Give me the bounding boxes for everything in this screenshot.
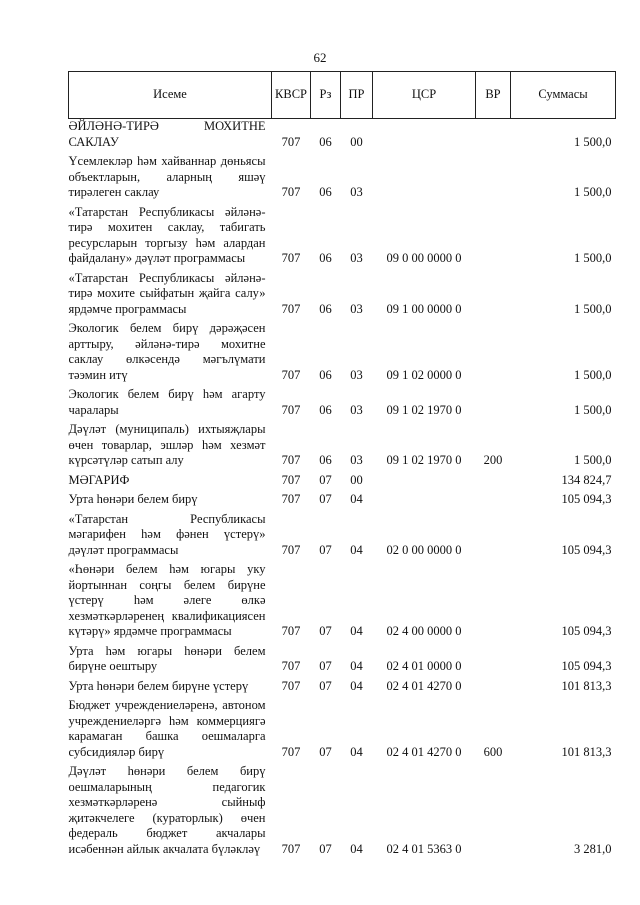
table-header [69,72,616,119]
table-row [69,679,616,695]
cell-pr: 03 [350,185,363,199]
cell-pr: 00 [350,472,363,487]
cell-name [69,154,272,201]
cell-rz: 06 [319,185,332,199]
row-label: Экологик белем бирү һәм агарту чаралары [68,387,266,417]
cell-pr: 04 [350,678,363,693]
cell-csr: 09 0 00 0000 0 [386,251,462,265]
table-row [69,698,616,760]
cell-pr: 04 [350,492,363,506]
cell-csr: 09 1 02 1970 0 [386,453,462,467]
cell-amount: 1 500,0 [574,251,612,265]
cell-amount: 3 281,0 [574,841,612,856]
cell-csr: 02 4 01 5363 0 [386,841,462,856]
budget-table [68,71,616,861]
cell-amount: 1 500,0 [574,134,612,149]
cell-csr: 02 0 00 0000 0 [386,542,462,557]
cell-amount: 105 094,3 [561,624,612,638]
table-row [69,764,616,857]
cell-pr: 03 [350,251,363,265]
cell-kvsr: 707 [281,185,301,199]
cell-rz: 06 [319,402,332,417]
cell-name [69,562,272,640]
cell-csr [373,119,476,151]
cell-name [69,119,272,151]
header-rz: Рз [311,72,341,119]
table-row [69,492,616,508]
cell-rz: 06 [319,367,332,382]
header-name: Исеме [69,72,272,119]
table-row [69,422,616,469]
cell-amount: 105 094,3 [561,659,612,673]
cell-name [69,512,272,559]
cell-vr [476,679,511,695]
cell-rz: 07 [319,624,332,638]
cell-name [69,321,272,383]
row-label: Урта һөнәри белем бирү [68,492,198,506]
cell-pr: 03 [350,402,363,417]
cell-amount: 105 094,3 [561,492,612,506]
row-label: «Татарстан Республикасы мәгарифен һәм фәнен үстерү» дәүләт программасы [68,511,266,557]
cell-name [69,764,272,857]
cell-pr: 04 [350,841,363,856]
cell-kvsr: 707 [281,472,301,487]
cell-amount: 1 500,0 [574,185,612,199]
cell-vr [476,154,511,201]
row-label: Бюджет учреждениеләренә, автоном учреждениеләргә һәм коммерциягә карамаган башка оешмаларга субсидияләр бирү [68,698,266,759]
row-label: «Татарстан Республикасы әйләнә-тирә мохитен саклау, табигать ресурсларын торгызу һәм алардан файдалану» дәүләт программасы [68,204,266,265]
cell-vr [476,764,511,857]
row-spacer-cell [69,857,616,861]
cell-kvsr: 707 [281,659,301,673]
cell-name [69,473,272,489]
cell-kvsr: 707 [281,453,301,467]
header-amount: Суммасы [511,72,616,119]
cell-rz: 07 [319,472,332,487]
cell-vr: 600 [483,744,503,759]
cell-name [69,644,272,675]
cell-kvsr: 707 [281,678,301,693]
table-row [69,512,616,559]
row-label: Экологик белем бирү дәрәҗәсен арттыру, әйләнә-тирә мохитне саклау өлкәсендә мәгълүмати тәэмин итү [68,321,266,382]
cell-name [69,422,272,469]
cell-kvsr: 707 [281,542,301,557]
cell-name [69,698,272,760]
row-spacer [69,857,616,861]
table-row [69,473,616,489]
cell-kvsr: 707 [281,301,301,316]
cell-vr: 200 [483,453,503,467]
cell-amount: 101 813,3 [561,744,612,759]
cell-name [69,492,272,508]
cell-rz: 07 [319,542,332,557]
cell-pr: 03 [350,301,363,316]
page-number: 62 [313,50,327,65]
cell-amount: 1 500,0 [574,301,612,316]
header-kvsr: КВСР [272,72,311,119]
cell-vr [476,492,511,508]
cell-rz: 06 [319,453,332,467]
cell-pr: 04 [350,744,363,759]
cell-kvsr: 707 [281,402,301,417]
cell-amount: 1 500,0 [574,402,612,417]
row-label: «Һөнәри белем һәм югары уку йортыннан соңгы белем бирүне үстерү һәм әлеге өлкә хезмәткәрләренең квалификациясен күтәрү» ярдәмче программасы [68,562,266,638]
cell-csr [373,473,476,489]
table-row [69,119,616,151]
cell-amount: 101 813,3 [561,678,612,693]
cell-name [69,205,272,267]
cell-pr: 04 [350,659,363,673]
cell-csr: 02 4 01 0000 0 [386,659,462,673]
table-row [69,271,616,318]
cell-kvsr: 707 [281,744,301,759]
cell-csr: 02 4 01 4270 0 [386,744,462,759]
cell-rz: 06 [319,301,332,316]
cell-name [69,387,272,418]
cell-vr [476,119,511,151]
cell-pr: 03 [350,367,363,382]
cell-rz: 07 [319,659,332,673]
cell-amount: 105 094,3 [561,542,612,557]
row-label: Дәүләт һөнәри белем бирү оешмаларының педагогик хезмәткәрләренә сыйныф җитәкчелеге (кураторлык) өчен федераль бюджет акчалары исәбеннән айлык акчалата бүләкләү [68,764,266,856]
cell-kvsr: 707 [281,367,301,382]
cell-kvsr: 707 [281,134,301,149]
cell-csr [373,492,476,508]
cell-csr: 09 1 02 0000 0 [386,367,462,382]
cell-pr: 00 [350,134,363,149]
cell-csr: 02 4 01 4270 0 [386,678,462,693]
table-row [69,562,616,640]
cell-csr: 09 1 02 1970 0 [386,402,462,417]
cell-vr [476,644,511,675]
cell-rz: 07 [319,841,332,856]
cell-vr [476,205,511,267]
cell-vr [476,387,511,418]
table-row [69,644,616,675]
cell-vr [476,271,511,318]
cell-amount: 134 824,7 [561,472,612,487]
header-vr: ВР [476,72,511,119]
row-label: Урта һәм югары һөнәри белем бирүне оештыру [68,643,266,673]
cell-vr [476,562,511,640]
cell-kvsr: 707 [281,251,301,265]
row-label: Урта һөнәри белем бирүне үстерү [68,678,249,693]
cell-amount: 1 500,0 [574,367,612,382]
cell-amount: 1 500,0 [574,453,612,467]
cell-csr: 02 4 00 0000 0 [386,624,462,638]
cell-pr: 04 [350,624,363,638]
cell-rz: 06 [319,134,332,149]
cell-name [69,271,272,318]
cell-rz: 07 [319,492,332,506]
row-label: «Татарстан Республикасы әйләнә-тирә мохите сыйфатын җайга салу» ярдәмче программасы [68,270,266,316]
header-csr: ЦСР [373,72,476,119]
table-row [69,321,616,383]
cell-vr [476,321,511,383]
section-title: ӘЙЛӘНӘ-ТИРӘ МОХИТНЕ САКЛАУ [68,119,266,149]
cell-kvsr: 707 [281,841,301,856]
row-label: Үсемлекләр һәм хайваннар дөньясы объектларын, аларның яшәү тирәлеген саклау [68,154,266,199]
cell-csr: 09 1 00 0000 0 [386,301,462,316]
section-title: МӘГАРИФ [68,472,130,487]
table-row [69,154,616,201]
table-row [69,387,616,418]
cell-rz: 06 [319,251,332,265]
cell-kvsr: 707 [281,624,301,638]
cell-vr [476,512,511,559]
cell-csr [373,154,476,201]
cell-name [69,679,272,695]
cell-vr [476,473,511,489]
table-body [69,119,616,862]
cell-rz: 07 [319,744,332,759]
cell-pr: 04 [350,542,363,557]
cell-rz: 07 [319,678,332,693]
cell-kvsr: 707 [281,492,301,506]
cell-pr: 03 [350,453,363,467]
header-pr: ПР [341,72,373,119]
table-row [69,205,616,267]
row-label: Дәүләт (муниципаль) ихтыяҗлары өчен товарлар, эшләр һәм хезмәт күрсәтүләр сатып алу [68,422,266,467]
